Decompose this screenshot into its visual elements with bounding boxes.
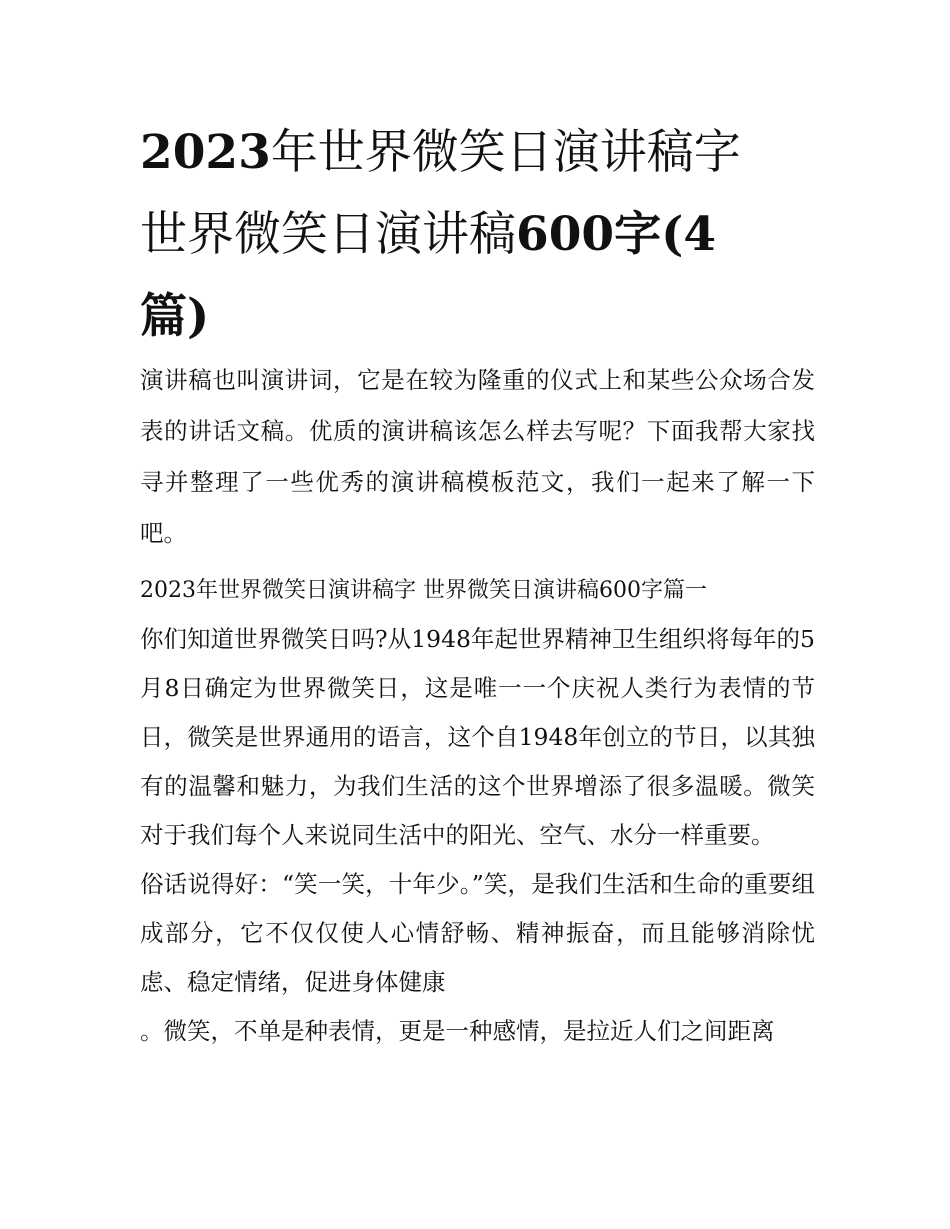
title-line2-tail: 字(4 — [614, 207, 717, 262]
body-paragraph-2: 俗话说得好：“笑一笑，十年少。”笑，是我们生活和生命的重要组成部分，它不仅仅使人心情舒畅、精神振奋，而且能够消除忧虑、稳定情绪，促进身体健康 — [140, 870, 815, 996]
title-word-count: 600 — [516, 207, 615, 262]
title-line2-text: 世界微笑日演讲稿 — [140, 207, 516, 262]
body-paragraph-1: 你们知道世界微笑日吗?从1948年起世界精神卫生组织将每年的5月8日确定为世界微笑日，这是唯一一个庆祝人类行为表情的节日，微笑是世界通用的语言，这个自1948年创立的节日，以其独有的温馨和魅力，为我们生活的这个世界增添了很多温暖。微笑对于我们每个人来说同生活中的阳光、空气、水分一样重要。 — [140, 625, 815, 849]
section-heading: 2023年世界微笑日演讲稿字 世界微笑日演讲稿600字篇一 — [140, 578, 707, 603]
title-line3: 篇) — [140, 289, 210, 344]
intro-paragraph: 演讲稿也叫演讲词，它是在较为隆重的仪式上和某些公众场合发表的讲话文稿。优质的演讲稿该怎么样去写呢？下面我帮大家找寻并整理了一些优秀的演讲稿模板范文，我们一起来了解一下吧。 — [140, 366, 815, 547]
document-title — [140, 112, 820, 358]
title-year: 2023 — [140, 125, 271, 180]
body-paragraph-3: 。微笑，不单是种表情，更是一种感情，是拉近人们之间距离 — [140, 1017, 775, 1045]
document-body — [140, 355, 815, 1056]
title-line1-text: 年世界微笑日演讲稿字 — [270, 125, 741, 180]
